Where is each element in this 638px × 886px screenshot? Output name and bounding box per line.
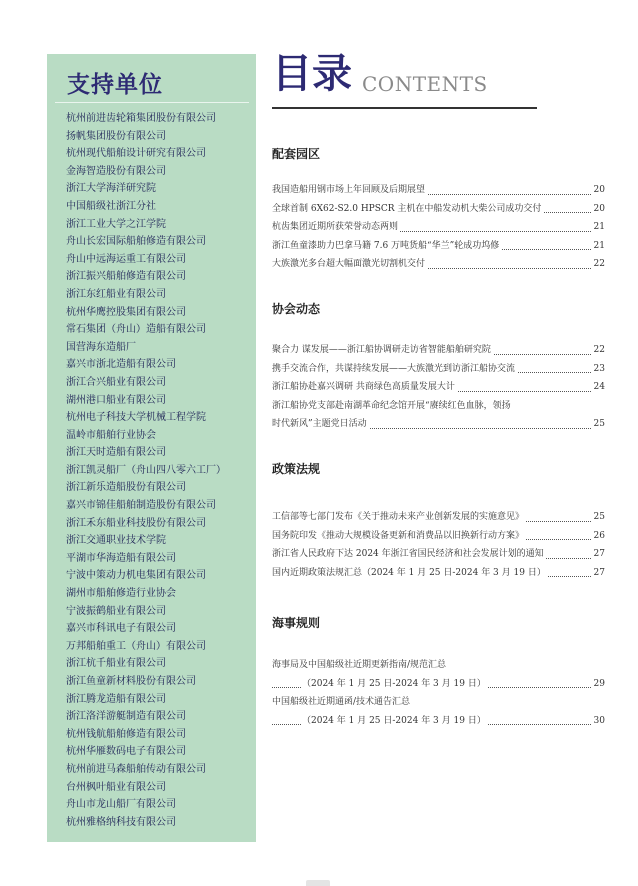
toc-entry-title: 时代新风”主题党日活动: [272, 419, 367, 429]
toc-entry-page: 22: [592, 255, 605, 274]
section-title: 协会动态: [272, 302, 321, 316]
supporting-unit-item: 平湖市华海造船有限公司: [66, 552, 176, 564]
supporting-unit-item: 万邦船舶重工（舟山）有限公司: [66, 640, 206, 652]
supporting-unit-item: 杭州前进马森船舶传动有限公司: [66, 763, 206, 775]
supporting-unit-item: 国营海东造船厂: [66, 341, 136, 353]
supporting-unit-item: 金海智造股份有限公司: [66, 165, 166, 177]
section-title: 配套园区: [272, 147, 321, 161]
supporting-unit-item: 宁波中策动力机电集团有限公司: [66, 570, 206, 582]
supporting-unit-item: 浙江天时造船有限公司: [66, 447, 166, 459]
supporting-unit-item: 杭州华雁数码电子有限公司: [66, 746, 186, 758]
supporting-unit-item: 舟山市龙山船厂有限公司: [66, 799, 176, 811]
toc-entry-page: 21: [592, 237, 605, 256]
toc-entry[interactable]: [272, 237, 607, 256]
toc-entry[interactable]: [272, 415, 607, 434]
toc-subtitle: CONTENTS: [362, 72, 488, 96]
toc-entry[interactable]: [272, 527, 607, 546]
toc-entry-title: 浙江船协赴嘉兴调研 共商绿色高质量发展大计: [272, 382, 455, 392]
supporting-unit-item: 浙江杭千船业有限公司: [66, 658, 166, 670]
toc-entry-page: 20: [592, 181, 605, 200]
supporting-unit-item: 浙江合兴船业有限公司: [66, 376, 166, 388]
supporting-unit-item: 杭州雅格纳科技有限公司: [66, 816, 176, 828]
toc-entry[interactable]: [272, 200, 607, 219]
supporting-unit-item: 湖州市船舶修造行业协会: [66, 588, 176, 600]
toc-entry[interactable]: [272, 693, 607, 712]
section-entries: [272, 656, 607, 730]
supporting-unit-item: 嘉兴市科讯电子有限公司: [66, 623, 176, 635]
page-tab-mark: [306, 880, 330, 886]
toc-entry-title: 聚合力 谋发展——浙江船协调研走访省智能船舶研究院: [272, 345, 491, 355]
supporting-unit-item: 中国船级社浙江分社: [66, 200, 156, 212]
toc-entry-title: 浙江省人民政府下达 2024 年浙江省国民经济和社会发展计划的通知: [272, 549, 544, 559]
toc-entry-page: 24: [592, 378, 605, 397]
toc-entry-page: 21: [592, 218, 605, 237]
supporting-unit-item: 浙江振兴船舶修造有限公司: [66, 271, 186, 283]
toc-section: [272, 300, 607, 434]
supporting-unit-item: 浙江鱼童新材料股份有限公司: [66, 676, 196, 687]
supporting-units-title: 支持单位: [67, 71, 163, 98]
section-entries: [272, 508, 607, 582]
toc-entry[interactable]: [272, 712, 607, 731]
supporting-unit-item: 杭州电子科技大学机械工程学院: [66, 412, 206, 424]
supporting-unit-item: 扬帆集团股份有限公司: [66, 130, 166, 142]
toc-entry[interactable]: [272, 564, 607, 583]
toc-entry[interactable]: [272, 508, 607, 527]
supporting-unit-item: 湖州港口船业有限公司: [66, 394, 166, 406]
toc-entry-page: 26: [592, 527, 605, 546]
toc-entry-page: 27: [592, 545, 605, 564]
supporting-unit-item: 浙江腾龙造船有限公司: [66, 693, 166, 705]
toc-entry-title: 杭齿集团近期所获荣誉动态两则: [272, 222, 399, 232]
supporting-unit-item: 杭州华鹰控股集团有限公司: [66, 306, 186, 318]
toc-entry[interactable]: [272, 397, 607, 416]
toc-entry-title: 全球首制 6X62-S2.0 HPSCR 主机在中船发动机大柴公司成功交付: [272, 203, 542, 214]
toc-entry-page: 23: [592, 360, 605, 379]
supporting-unit-item: 浙江交通职业技术学院: [66, 535, 166, 547]
toc-entry-title: 我国造船用钢市场上年回顾及后期展望: [272, 185, 426, 195]
supporting-unit-item: 杭州钱航船舶修造有限公司: [66, 728, 186, 740]
supporting-units-list: [66, 110, 226, 831]
supporting-unit-item: 舟山中远海运重工有限公司: [66, 253, 186, 265]
toc-entry[interactable]: [272, 378, 607, 397]
toc-entry-title: 浙江鱼童漆助力巴拿马籍 7.6 万吨货船“华兰”轮成功坞修: [272, 240, 500, 251]
sidebar-divider: [55, 102, 249, 103]
supporting-unit-item: 浙江工业大学之江学院: [66, 218, 166, 230]
toc-entry[interactable]: [272, 675, 607, 694]
toc-section: [272, 145, 607, 274]
supporting-unit-item: 宁波振鹤船业有限公司: [66, 605, 166, 617]
supporting-unit-item: 浙江洛洋游艇制造有限公司: [66, 711, 186, 723]
supporting-units-panel: [47, 54, 256, 842]
toc-entry-title: （2024 年 1 月 25 日-2024 年 3 月 19 日）: [302, 715, 486, 726]
section-title: 政策法规: [272, 462, 321, 476]
toc-header-rule: [272, 107, 537, 109]
toc-entry-title: 中国船级社近期通函/技术通告汇总: [272, 697, 411, 707]
toc-entry-page: 27: [592, 564, 605, 583]
toc-entry-title: 海事局及中国船级社近期更新指南/规范汇总: [272, 660, 447, 670]
section-entries: [272, 181, 607, 274]
toc-entry-title: 大族激光多台超大幅面激光切割机交付: [272, 259, 426, 269]
supporting-unit-item: 浙江禾东船业科技股份有限公司: [66, 517, 206, 529]
toc-entry-page: 22: [592, 341, 605, 360]
supporting-unit-item: 台州枫叶船业有限公司: [66, 781, 166, 793]
supporting-unit-item: 杭州现代船舶设计研究有限公司: [66, 148, 206, 160]
toc-section: [272, 614, 607, 730]
supporting-unit-item: 嘉兴市锦佳船舶制造股份有限公司: [66, 500, 216, 512]
toc-entry-page: 25: [592, 415, 605, 434]
supporting-unit-item: 舟山长宏国际船舶修造有限公司: [66, 236, 206, 248]
supporting-unit-item: 浙江凯灵船厂（舟山四八零六工厂）: [66, 464, 226, 476]
toc-entry[interactable]: [272, 656, 607, 675]
toc-title: 目录: [272, 50, 352, 97]
toc-entry-title: 国内近期政策法规汇总（2024 年 1 月 25 日-2024 年 3 月 19 日）: [272, 567, 546, 578]
toc-entry-page: 25: [592, 508, 605, 527]
toc-entry-title: 国务院印发《推动大规模设备更新和消费品以旧换新行动方案》: [272, 530, 525, 541]
supporting-unit-item: 常石集团（舟山）造船有限公司: [66, 324, 206, 336]
toc-entry-page: 29: [592, 675, 605, 694]
supporting-unit-item: 浙江东红船业有限公司: [66, 288, 166, 300]
supporting-unit-item: 杭州前进齿轮箱集团股份有限公司: [66, 113, 216, 124]
supporting-unit-item: 温岭市船舶行业协会: [66, 429, 156, 441]
toc-entry-title: 工信部等七部门发布《关于推动未来产业创新发展的实施意见》: [272, 512, 525, 522]
toc-entry-page: 30: [592, 712, 605, 731]
toc-entry-title: 浙江船协党支部赴南湖革命纪念馆开展“赓续红色血脉，领扬: [272, 400, 511, 411]
supporting-unit-item: 嘉兴市浙北造船有限公司: [66, 359, 176, 371]
toc-entry[interactable]: [272, 545, 607, 564]
toc-entry[interactable]: [272, 255, 607, 274]
toc-entry[interactable]: [272, 181, 607, 200]
toc-entry-title: 携手交流合作，共谋持续发展——大族激光到访浙江船协交流: [272, 363, 516, 374]
toc-entry-page: 20: [592, 200, 605, 219]
supporting-unit-item: 浙江新乐造船股份有限公司: [66, 482, 186, 494]
toc-entry[interactable]: [272, 360, 607, 379]
toc-entry-title: （2024 年 1 月 25 日-2024 年 3 月 19 日）: [302, 678, 486, 689]
toc-section: [272, 460, 607, 582]
supporting-unit-item: 浙江大学海洋研究院: [66, 183, 156, 195]
toc-entry[interactable]: [272, 218, 607, 237]
toc-entry[interactable]: [272, 341, 607, 360]
section-title: 海事规则: [272, 616, 321, 630]
section-entries: [272, 341, 607, 434]
